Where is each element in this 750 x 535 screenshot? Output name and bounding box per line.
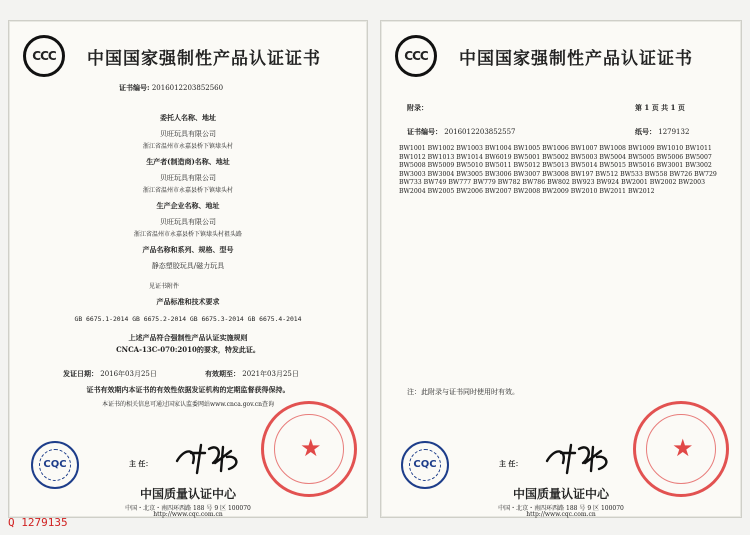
appendix-director-label: 主 任： [499,459,523,468]
applicant-label: 委托人名称、地址 [160,113,216,122]
model-line: BW2004 BW2005 BW2006 BW2007 BW2008 BW2009 BW2010 BW2011 BW2012 [399,187,655,195]
model-line: BW5008 BW5009 BW5010 BW5011 BW5012 BW5013 BW5014 BW5015 BW5016 BW3001 BW3002 [399,162,712,170]
director-signature-icon [171,439,251,479]
appendix-cert-number: 2016012203852557 [444,128,516,136]
attachment-note: 见证书附件 [149,283,180,290]
paper-number-label: 纸号： [635,127,656,136]
product-block [9,245,367,271]
product-name: 静态塑胶玩具/磁力玩具 [151,262,225,270]
appendix-issuer-website: http://www.cqc.com.cn [526,511,596,518]
issue-date: 2016年03月25日 [100,370,157,378]
certificate-appendix [380,20,742,518]
manufacturer-label: 生产者(制造商)名称、地址 [146,157,230,166]
model-line: BW1001 BW1002 BW1003 BW1004 BW1005 BW1006 BW1007 BW1008 BW1009 BW1010 BW1011 [399,145,712,152]
cqc-logo-icon: CQC [401,441,449,489]
certificate-header [23,35,353,77]
appendix-issuer-name: 中国质量认证中心 [512,487,609,501]
conformity-line-1: 上述产品符合强制性产品认证实施规则 [128,333,248,342]
appendix-header [395,35,727,77]
issue-date-row [63,369,157,379]
page-info: 第 1 页 共 1 页 [635,103,685,112]
factory-label: 生产企业名称、地址 [156,201,220,210]
director-label: 主 任： [129,459,153,468]
certificate-title: 中国国家强制性产品认证证书 [87,48,321,69]
paper-number: 1279132 [658,128,690,136]
valid-date-row [205,369,299,379]
factory-address: 浙江省温州市永嘉县桥下镇埭头村祖头路 [133,231,242,238]
appendix-cert-number-label: 证书编号： [407,127,442,136]
model-line: BW1012 BW1013 BW1014 BW6019 BW5001 BW5002 BW5003 BW5004 BW5005 BW5006 BW5007 [399,153,712,161]
model-line: BW733 BW749 BW777 BW779 BW782 BW786 BW802 BW923 BW924 BW2001 BW2002 BW2003 [399,179,706,187]
q-tag: Q 1279135 [8,516,68,529]
conformity-line-2: CNCA-13C-070:2010的要求，特发此证。 [116,345,260,354]
manufacturer-block [9,157,367,194]
appendix-title: 中国国家强制性产品认证证书 [459,48,693,69]
issuer-name: 中国质量认证中心 [139,487,236,501]
valid-date: 2021年03月25日 [242,370,299,378]
factory-block [9,201,367,238]
factory-name: 贝旺玩具有限公司 [160,218,216,226]
standards-list: GB 6675.1-2014 GB 6675.2-2014 GB 6675.3-2014 GB 6675.4-2014 [74,315,302,323]
paper-number-row [635,127,689,137]
manufacturer-address: 浙江省温州市永嘉县桥下镇埭头村 [142,187,233,194]
cqc-logo-icon: CQC [31,441,79,489]
issuer-address: 中国・北京・南四环西路 188 号 9 区 100070 [125,505,251,512]
issue-date-label: 发证日期： [63,369,98,378]
standards-block [9,297,367,323]
appendix-note: 注：此附录与证书同时使用时有效。 [407,388,519,396]
valid-date-label: 有效期至： [205,369,240,378]
conformity-statement [9,333,367,355]
product-label: 产品名称和系列、规格、型号 [142,245,234,254]
appendix-label: 附录： [407,103,428,112]
manufacturer-name: 贝旺玩具有限公司 [160,174,216,182]
appendix-issuer-address: 中国・北京・南四环西路 188 号 9 区 100070 [498,505,624,512]
certification-seal-icon: ★ [261,401,357,497]
standards-label: 产品标准和技术要求 [156,297,220,306]
appendix-cert-number-row [407,127,516,137]
applicant-name: 贝旺玩具有限公司 [160,130,216,138]
validity-note: 证书有效期内本证书的有效性依据发证机构的定期监督获得保持。 [86,385,290,394]
ccc-logo-icon: CCC [395,35,437,77]
issuer-website: http://www.cqc.com.cn [153,511,223,518]
ccc-logo-icon: CCC [23,35,65,77]
certification-seal-icon: ★ [633,401,729,497]
cert-number-row [119,83,223,93]
cert-number: 2016012203852560 [151,84,224,92]
director-signature-icon [541,439,621,479]
model-line: BW3003 BW3004 BW3005 BW3006 BW3007 BW3008 BW197 BW512 BW533 BW558 BW726 BW729 [399,170,717,178]
model-list [399,145,729,197]
certificate-main [8,20,368,518]
applicant-block [9,113,367,150]
cert-number-label: 证书编号: [119,83,150,92]
query-note: 本证书的相关信息可通过国家认监委网站www.cnca.gov.cn查询 [102,401,274,408]
applicant-address: 浙江省温州市永嘉县桥下镇埭头村 [142,143,233,150]
